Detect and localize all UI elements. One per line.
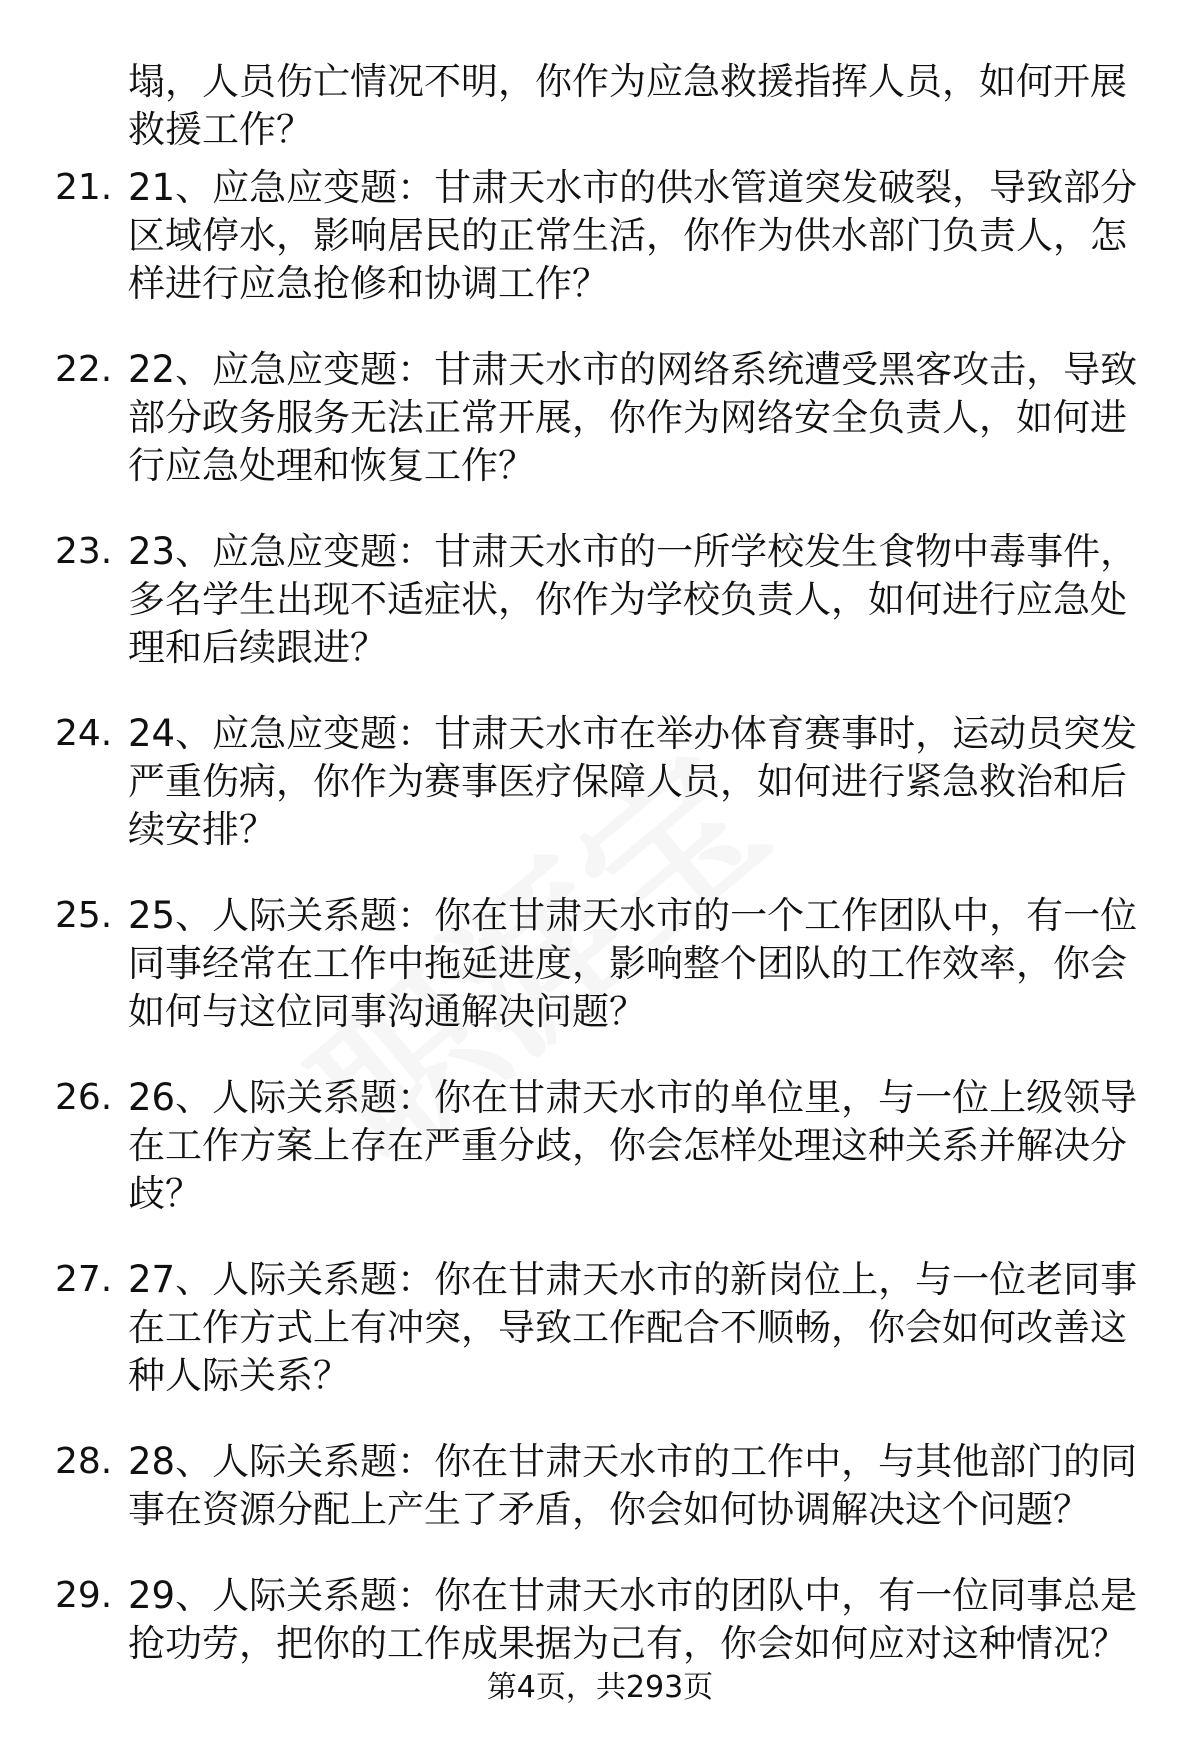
- item-text: 24、应急应变题：甘肃天水市在举办体育赛事时，运动员突发严重伤病，你作为赛事医疗保障人员，如何进行紧急救治和后续安排？: [128, 712, 1138, 851]
- item-number: 28.: [55, 1441, 113, 1482]
- item-text: 29、人际关系题：你在甘肃天水市的团队中，有一位同事总是抢功劳，把你的工作成果据为己有，你会如何应对这种情况？: [128, 1574, 1138, 1665]
- item-number: 25.: [55, 895, 113, 936]
- list-item: [0, 164, 1138, 308]
- item-text: 27、人际关系题：你在甘肃天水市的新岗位上，与一位老同事在工作方式上有冲突，导致工作配合不顺畅，你会如何改善这种人际关系？: [128, 1258, 1138, 1397]
- item-number: 21.: [55, 167, 113, 208]
- item-text: 26、人际关系题：你在甘肃天水市的单位里，与一位上级领导在工作方案上存在严重分歧，你会怎样处理这种关系并解决分歧？: [128, 1076, 1138, 1215]
- item-text: 21、应急应变题：甘肃天水市的供水管道突发破裂，导致部分区域停水，影响居民的正常生活，你作为供水部门负责人，怎样进行应急抢修和协调工作？: [128, 166, 1138, 305]
- list-item: [0, 346, 1138, 490]
- item-number: 23.: [55, 531, 113, 572]
- item-number: 27.: [55, 1259, 113, 1300]
- question-list: [0, 164, 1200, 1706]
- list-item: [0, 1572, 1138, 1668]
- item-text: 28、人际关系题：你在甘肃天水市的工作中，与其他部门的同事在资源分配上产生了矛盾，你会如何协调解决这个问题？: [128, 1440, 1138, 1531]
- item-number: 22.: [55, 349, 113, 390]
- list-item: [0, 1256, 1138, 1400]
- item-text: 25、人际关系题：你在甘肃天水市的一个工作团队中，有一位同事经常在工作中拖延进度，影响整个团队的工作效率，你会如何与这位同事沟通解决问题？: [128, 894, 1138, 1033]
- list-item: [0, 1074, 1138, 1218]
- list-item: [0, 528, 1138, 672]
- list-item: [0, 1438, 1138, 1534]
- item-number: 26.: [55, 1077, 113, 1118]
- item-text: 23、应急应变题：甘肃天水市的一所学校发生食物中毒事件，多名学生出现不适症状，你作为学校负责人，如何进行应急处理和后续跟进？: [128, 530, 1138, 669]
- item-text: 22、应急应变题：甘肃天水市的网络系统遭受黑客攻击，导致部分政务服务无法正常开展，你作为网络安全负责人，如何进行应急处理和恢复工作？: [128, 348, 1138, 487]
- item-number: 24.: [55, 713, 113, 754]
- continued-question-text: 塌，人员伤亡情况不明，你作为应急救援指挥人员，如何开展救援工作？: [128, 60, 1127, 151]
- list-item: [0, 710, 1138, 854]
- page-number-footer: 第4页，共293页: [486, 1670, 714, 1705]
- list-item: [0, 892, 1138, 1036]
- item-number: 29.: [55, 1575, 113, 1616]
